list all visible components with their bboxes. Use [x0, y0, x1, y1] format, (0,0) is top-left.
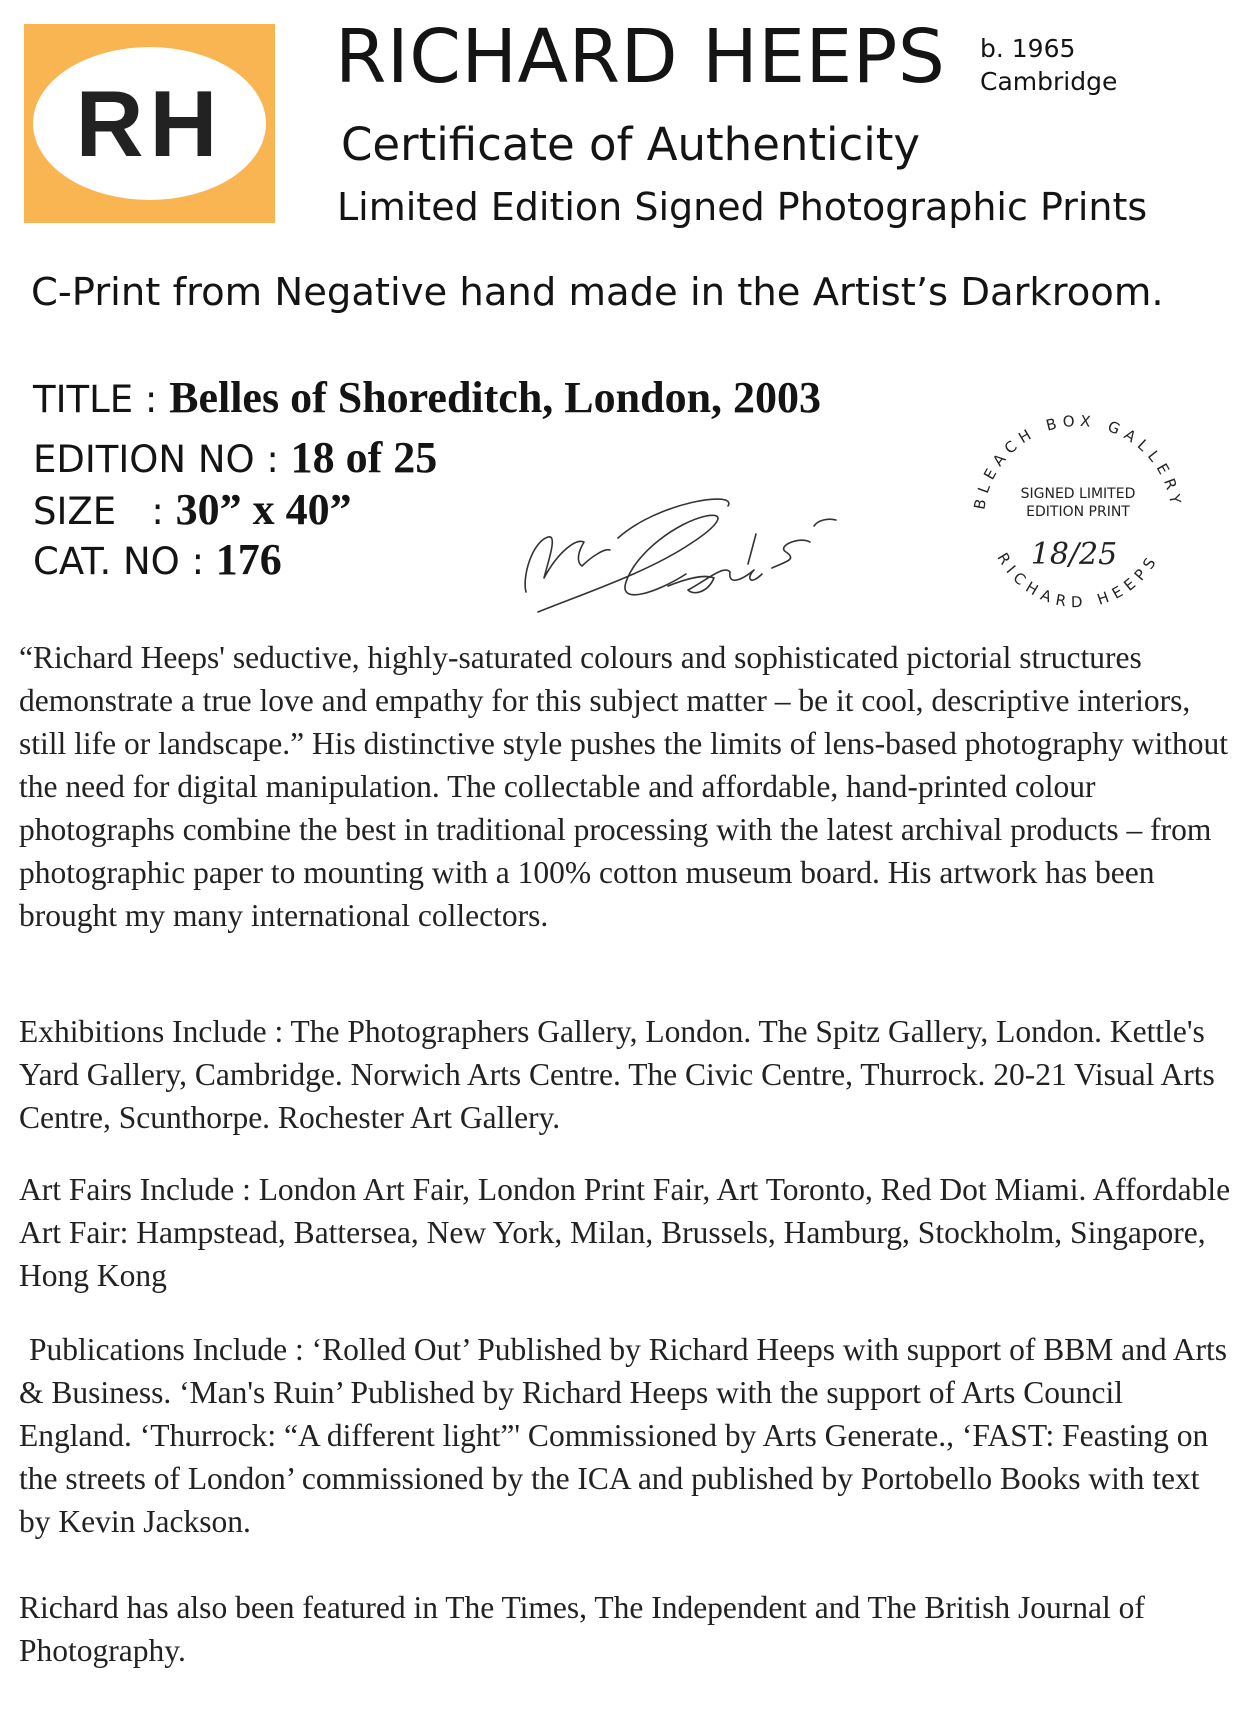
- gallery-stamp: [966, 408, 1191, 633]
- exhibitions-paragraph: Exhibitions Include : The Photographers Gallery, London. The Spitz Gallery, London. Kettle's Yard Gallery, Cambridge. Norwich Arts Centre. The Civic Centre, Thurrock. 20-21 Visual Arts Centre, Scunthorpe. Rochester Art Gallery.: [19, 1014, 1215, 1135]
- rh-logo: [24, 24, 275, 223]
- bio-paragraph: “Richard Heeps' seductive, highly-saturated colours and sophisticated pictorial structures demonstrate a true love and empathy for this subject matter – be it cool, descriptive interiors, still life or landscape.” His distinctive style pushes the limits of lens-based photography without the need for digital manipulation. The collectable and affordable, hand-printed colour photographs combine the best in traditional processing with the latest archival products – from photographic paper to mounting with a 100% cotton museum board. His artwork has been brought my many international collectors.: [19, 640, 1229, 933]
- stamp-line-1: SIGNED LIMITED: [1020, 486, 1136, 502]
- catalog-value: 176: [215, 535, 282, 584]
- stamp-line-2: EDITION PRINT: [1026, 504, 1130, 520]
- certificate-title: Certificate of Authenticity: [341, 118, 921, 171]
- process-description: C-Print from Negative hand made in the Artist’s Darkroom.: [31, 270, 1164, 315]
- artist-birth-info: [980, 32, 1117, 98]
- edition-label: EDITION NO :: [33, 438, 291, 481]
- size-value: 30” x 40”: [175, 485, 352, 534]
- size-row: [33, 484, 352, 535]
- size-label: SIZE :: [33, 490, 176, 533]
- artist-signature: [518, 482, 858, 622]
- birth-place: Cambridge: [980, 67, 1118, 96]
- title-row: [33, 372, 821, 423]
- stamp-handwritten-number: 18/25: [1030, 537, 1118, 572]
- birth-year: b. 1965: [980, 34, 1076, 63]
- logo-text: RH: [75, 70, 224, 176]
- catalog-row: [33, 534, 282, 585]
- title-value: Belles of Shoreditch, London, 2003: [169, 373, 822, 422]
- certificate-subtitle: Limited Edition Signed Photographic Prints: [337, 185, 1148, 229]
- art-fairs-paragraph: Art Fairs Include : London Art Fair, London Print Fair, Art Toronto, Red Dot Miami. Affordable Art Fair: Hampstead, Battersea, New York, Milan, Brussels, Hamburg, Stockholm, Singapore, Hong Kong: [19, 1172, 1231, 1293]
- edition-value: 18 of 25: [290, 433, 438, 482]
- artist-name: RICHARD HEEPS: [335, 14, 946, 100]
- press-paragraph: Richard has also been featured in The Times, The Independent and The British Journal of Photography.: [19, 1590, 1145, 1668]
- stamp-top-arc: BLEACH BOX GALLERY: [970, 411, 1186, 512]
- catalog-label: CAT. NO :: [33, 540, 216, 583]
- edition-row: [33, 432, 437, 483]
- title-label: TITLE :: [33, 378, 170, 421]
- stamp-bottom-arc: RICHARD HEEPS: [993, 549, 1163, 612]
- publications-paragraph: Publications Include : ‘Rolled Out’ Published by Richard Heeps with support of BBM and Arts & Business. ‘Man's Ruin’ Published by Richard Heeps with the support of Arts Council England. ‘Thurrock: “A different light”' Commissioned by Arts Generate., ‘FAST: Feasting on the streets of London’ commissioned by the ICA and published by Portobello Books with text by Kevin Jackson.: [19, 1332, 1228, 1539]
